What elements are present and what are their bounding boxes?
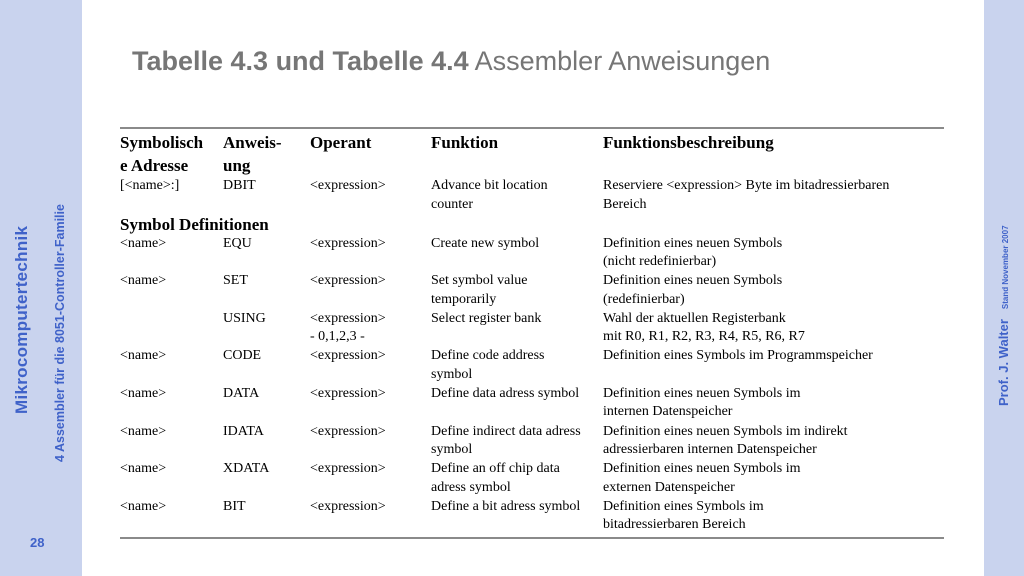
assembler-table: [120, 131, 944, 535]
cell-symbol: <name>: [120, 235, 167, 251]
cell-symbol: [<name>:]: [120, 178, 180, 193]
header-operant: Operant: [310, 133, 372, 152]
table-top-rule: [120, 127, 944, 129]
chapter-subtitle: 4 Assembler für die 8051-Controller-Familie: [53, 204, 67, 462]
author-name: Prof. J. Walter: [996, 319, 1011, 406]
cell-anweisung: BIT: [223, 498, 246, 514]
cell-funktion: Define data adress symbol: [431, 385, 580, 401]
table-row: [120, 272, 944, 310]
cell-anweisung: SET: [223, 273, 248, 289]
cell-funktion: Define code address symbol: [431, 348, 545, 382]
cell-funktion: Define indirect data adress symbol: [431, 423, 581, 458]
cell-beschreibung: Definition eines neuen Symbols (nicht redefinierbar): [603, 235, 783, 270]
cell-operant: <expression>: [310, 423, 386, 439]
cell-funktion: Define an off chip data adress symbol: [431, 461, 560, 495]
header-anweisung: Anweis- ung: [223, 133, 282, 175]
cell-operant: <expression>: [310, 178, 386, 193]
table-row: [120, 460, 944, 498]
cell-anweisung: CODE: [223, 348, 262, 364]
table-row-dbit: [120, 177, 944, 215]
table-header: [120, 131, 944, 177]
title-normal: Assembler Anweisungen: [474, 46, 771, 76]
cell-symbol: <name>: [120, 423, 167, 439]
course-title: Mikrocomputertechnik: [12, 225, 31, 414]
cell-operant: <expression>: [310, 461, 386, 477]
cell-symbol: <name>: [120, 498, 167, 514]
cell-operant: <expression>: [310, 235, 386, 251]
page-number: 28: [30, 535, 45, 550]
cell-anweisung: DATA: [223, 385, 260, 401]
cell-anweisung: XDATA: [223, 461, 270, 477]
header-symbol: Symbolisch e Adresse: [120, 133, 204, 175]
cell-symbol: <name>: [120, 348, 167, 364]
date-stamp: Stand November 2007: [1001, 225, 1010, 310]
table-row: [120, 235, 944, 273]
page-title: [132, 46, 770, 77]
cell-beschreibung: Definition eines neuen Symbols im indirekt adressierbaren internen Datenspeicher: [603, 423, 848, 458]
cell-beschreibung: Wahl der aktuellen Registerbank mit R0, R1, R2, R3, R4, R5, R6, R7: [603, 310, 805, 345]
cell-anweisung: EQU: [223, 235, 252, 251]
table-row: [120, 423, 944, 461]
cell-operant: <expression>: [310, 385, 386, 401]
table-row: [120, 385, 944, 423]
cell-operant: <expression>: [310, 498, 386, 514]
header-beschreibung: Funktionsbeschreibung: [603, 133, 774, 152]
header-funktion: Funktion: [431, 133, 499, 152]
cell-funktion: Define a bit adress symbol: [431, 498, 581, 514]
cell-beschreibung: Definition eines neuen Symbols (redefinierbar): [603, 273, 783, 307]
cell-beschreibung: Reserviere <expression> Byte im bitadressierbaren Bereich: [603, 178, 890, 212]
cell-operant: <expression>: [310, 273, 386, 289]
cell-operant: <expression>: [310, 348, 386, 364]
cell-symbol: <name>: [120, 273, 167, 289]
table-row: [120, 310, 944, 348]
cell-funktion: Set symbol value temporarily: [431, 273, 528, 307]
title-bold: Tabelle 4.3 und Tabelle 4.4: [132, 46, 469, 76]
cell-beschreibung: Definition eines Symbols im bitadressierbaren Bereich: [603, 498, 764, 533]
cell-funktion: Create new symbol: [431, 235, 540, 251]
cell-beschreibung: Definition eines neuen Symbols im externen Datenspeicher: [603, 461, 801, 495]
cell-beschreibung: Definition eines Symbols im Programmspeicher: [603, 348, 873, 364]
table-row: [120, 498, 944, 536]
section-heading: Symbol Definitionen: [120, 214, 269, 234]
cell-anweisung: DBIT: [223, 178, 256, 193]
cell-funktion: Select register bank: [431, 310, 542, 326]
table-row: [120, 347, 944, 385]
cell-beschreibung: Definition eines neuen Symbols im internen Datenspeicher: [603, 385, 801, 420]
cell-operant: <expression> - 0,1,2,3 -: [310, 310, 386, 345]
cell-symbol: <name>: [120, 385, 167, 401]
author-line: [996, 225, 1011, 406]
table-bottom-rule: [120, 537, 944, 539]
cell-anweisung: IDATA: [223, 423, 264, 439]
cell-symbol: <name>: [120, 461, 167, 477]
cell-anweisung: USING: [223, 310, 266, 326]
cell-funktion: Advance bit location counter: [431, 178, 548, 212]
